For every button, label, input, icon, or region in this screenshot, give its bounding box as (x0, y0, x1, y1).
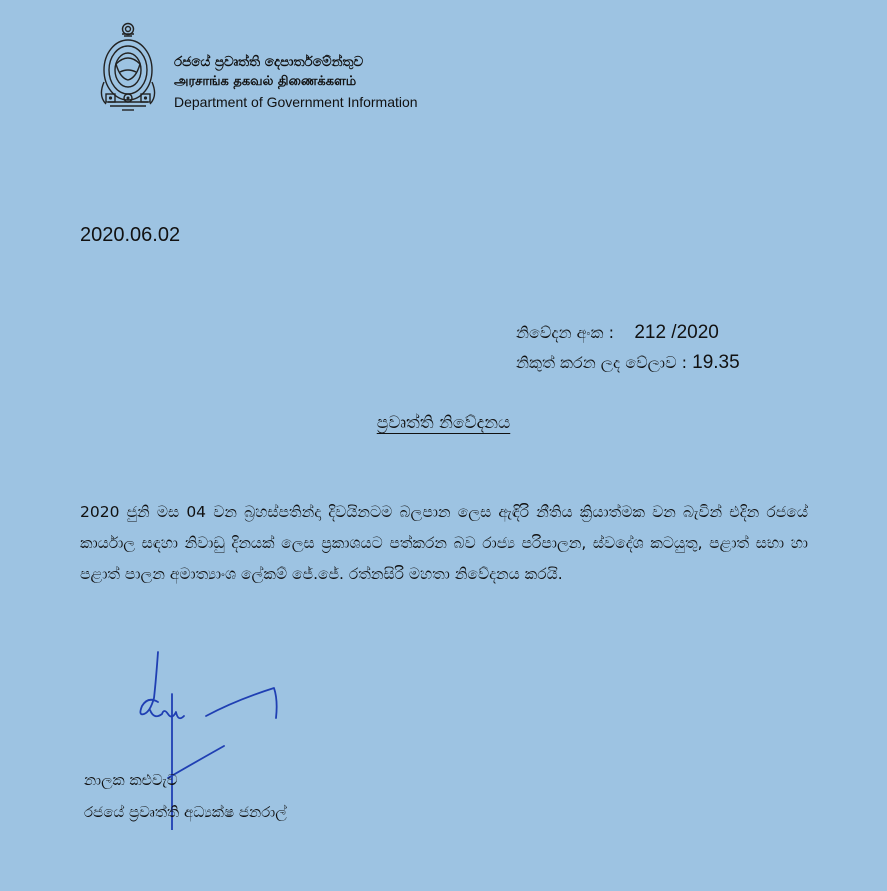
issue-time-row (516, 348, 740, 378)
issue-time-value: 19.35 (692, 352, 740, 373)
department-name-sinhala: රජයේ ප්‍රවෘත්ති දෙපාර්තමේන්තුව (174, 54, 364, 70)
department-header (174, 52, 418, 112)
department-name-english: Department of Government Information (174, 94, 418, 110)
reference-number-value: 212 /2020 (634, 322, 719, 343)
document-title: ප්‍රවෘත්ති නිවේදනය (376, 413, 511, 433)
release-date: 2020.06.02 (80, 224, 181, 246)
signer-name: නාලක කළුවැව (84, 771, 178, 789)
department-name-tamil: அரசாங்க தகவல் திணைக்களம் (174, 74, 357, 89)
announcement-body: 2020 ජුනි මස 04 වන බ්‍රහස්පතින්දා දිවයිනටම බලපාන ලෙස ඇඳිරි නීතිය ක්‍රියාත්මක වන බැවින් එදින රජයේ කාර්යාල සඳහා නිවාඩු දිනයක් ලෙස ප්‍රකාශයට පත්කරන බව රාජ්‍ය පරිපාලන, ස්වදේශ කටයුතු, පළාත් සභා හා පළාත් පාලන අමාත්‍යාංශ ලේකම් ජේ.ජේ. රත්නසිරි මහතා නිවේදනය කරයි. (80, 503, 808, 583)
sri-lanka-emblem-icon (96, 22, 160, 114)
reference-block (516, 318, 740, 378)
signer-block (84, 764, 287, 828)
signer-designation: රජයේ ප්‍රවෘත්ති අධ්‍යක්ෂ ජනරාල් (84, 803, 287, 821)
issue-time-label: නිකුත් කරන ලද වේලාව : (516, 353, 688, 372)
reference-number-row (516, 318, 740, 348)
reference-number-label: නිවේදන අංක : (516, 323, 614, 342)
